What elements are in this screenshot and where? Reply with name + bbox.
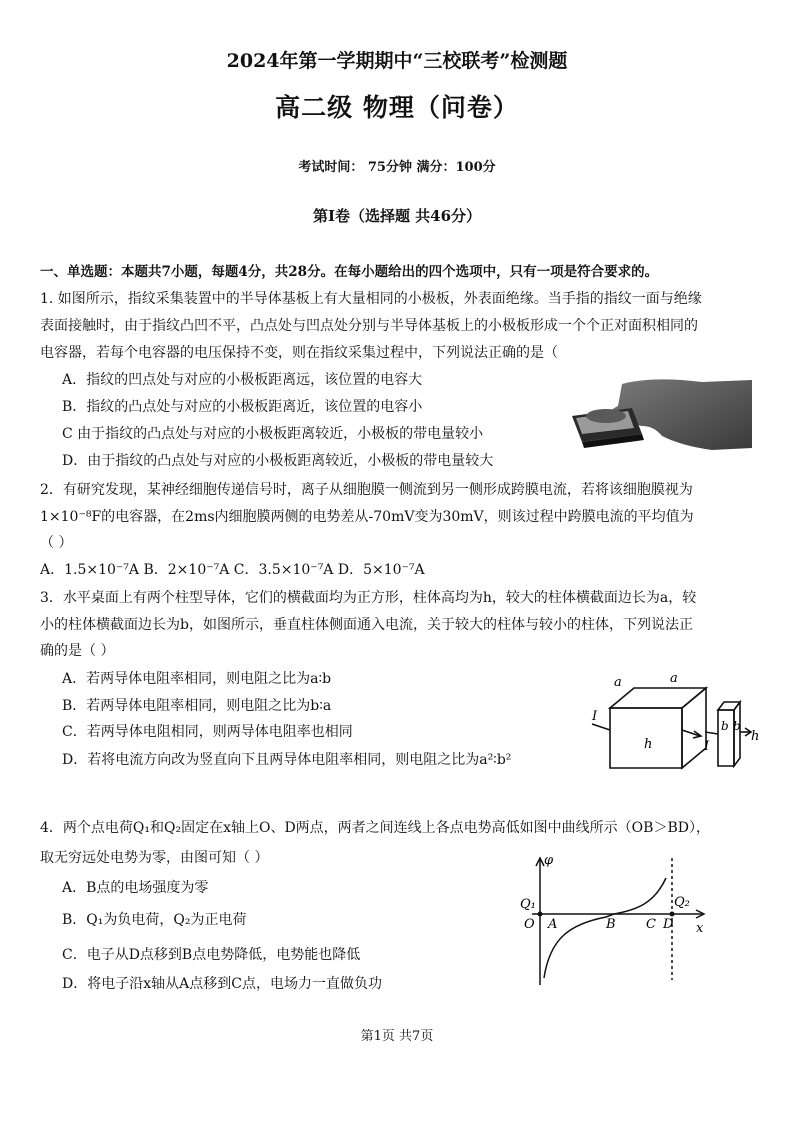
label-i-small: I — [704, 739, 710, 754]
axis-phi-label: φ — [544, 853, 554, 868]
fingerprint-device-figure — [562, 376, 752, 456]
q1-stem-line-2: 表面接触时，由于指纹凸凹不平，凸点处与凹点处分别与半导体基板上的小极板形成一个个正对面积相同的 — [40, 318, 698, 334]
q4-option-a: A．B点的电场强度为零 — [62, 880, 209, 896]
label-o: O — [524, 917, 535, 932]
q2-options: A．1.5×10⁻⁷A B．2×10⁻⁷A C．3.5×10⁻⁷A D．5×10⁻⁷A — [40, 562, 425, 578]
q3-stem-line-1: 3．水平桌面上有两个柱型导体，它们的横截面均为正方形，柱体高均为h，较大的柱体横截面边长为a，较 — [40, 590, 697, 606]
label-a-top: a — [614, 675, 622, 690]
potential-curve-figure — [510, 850, 710, 990]
q2-stem-line-1: 2．有研究发现，某神经细胞传递信号时，离子从细胞膜一侧流到另一侧形成跨膜电流，若将该细胞膜视为 — [40, 482, 693, 498]
q2-stem-line-2: 1×10⁻⁸F的电容器，在2ms内细胞膜两侧的电势差从-70mV变为30mV，则该过程中跨膜电流的平均值为 — [40, 509, 694, 525]
q1-stem-line-3: 电容器，若每个电容器的电压保持不变，则在指纹采集过程中，下列说法正确的是（ — [40, 345, 558, 361]
label-b-front: b — [721, 719, 729, 733]
label-d: D — [663, 917, 674, 932]
exam-title: 2024年第一学期期中“三校联考”检测题 — [226, 50, 568, 72]
label-a-side: a — [670, 671, 678, 686]
q2-stem-line-3: （ ） — [40, 535, 73, 551]
label-h-large: h — [644, 737, 653, 752]
q4-stem-line-1: 4．两个点电荷Q₁和Q₂固定在x轴上O、D两点，两者之间连线上各点电势高低如图中曲线所示（OB＞BD）， — [40, 820, 710, 836]
exam-time-info: 考试时间： 75分钟 满分：100分 — [298, 160, 496, 175]
q4-stem-line-2: 取无穷远处电势为零，由图可知（ ） — [40, 850, 269, 866]
label-b: B — [606, 917, 616, 932]
part-heading: 第Ⅰ卷（选择题 共46分） — [312, 207, 482, 225]
q3-option-a: A．若两导体电阻率相同，则电阻之比为a∶b — [62, 671, 332, 687]
q1-option-a: A．指纹的凹点处与对应的小极板距离远，该位置的电容大 — [62, 372, 423, 388]
q4-option-b: B．Q₁为负电荷，Q₂为正电荷 — [62, 912, 247, 928]
label-q1: Q₁ — [520, 897, 536, 912]
q1-option-d: D．由于指纹的凸点处与对应的小极板距离较近，小极板的带电量较大 — [62, 453, 494, 469]
label-h-small: h — [751, 729, 760, 744]
q1-stem-line-1: 1. 如图所示，指纹采集装置中的半导体基板上有大量相同的小极板，外表面绝缘。当手指的指纹一面与绝缘 — [40, 291, 702, 307]
q3-stem-line-2: 小的柱体横截面边长为b，如图所示，垂直柱体侧面通入电流，关于较大的柱体与较小的柱体，下列说法正 — [40, 617, 693, 633]
q3-option-b: B．若两导体电阻率相同，则电阻之比为b∶a — [62, 698, 332, 714]
q4-option-c: C．电子从D点移到B点电势降低，电势能也降低 — [62, 947, 361, 963]
axis-x-label: x — [696, 921, 704, 936]
q4-option-d: D．将电子沿x轴从A点移到C点，电场力一直做负功 — [62, 976, 382, 992]
q1-option-c: C 由于指纹的凸点处与对应的小极板距离较近，小极板的带电量较小 — [62, 426, 484, 442]
label-c: C — [646, 917, 656, 932]
conductor-blocks-figure — [588, 668, 788, 778]
q1-option-b: B．指纹的凸点处与对应的小极板距离近，该位置的电容小 — [62, 399, 423, 415]
label-q2: Q₂ — [674, 895, 690, 910]
point-o-marker — [538, 912, 543, 917]
label-a: A — [548, 917, 558, 932]
q3-option-c: C．若两导体电阻相同，则两导体电阻率也相同 — [62, 724, 353, 740]
section-heading: 一、单选题：本题共7小题，每题4分，共28分。在每小题给出的四个选项中，只有一项是符合要求的。 — [40, 264, 659, 280]
paper-subtitle: 高二级 物理（问卷） — [275, 93, 519, 122]
point-d-marker — [670, 912, 675, 917]
q3-stem-line-3: 确的是（ ） — [40, 643, 115, 659]
q3-option-d: D．若将电流方向改为竖直向下且两导体电阻率相同，则电阻之比为a²∶b² — [62, 752, 512, 768]
label-i-large: I — [592, 709, 598, 724]
page-number: 第1页 共7页 — [360, 1029, 434, 1044]
label-b-side: b — [733, 719, 741, 733]
